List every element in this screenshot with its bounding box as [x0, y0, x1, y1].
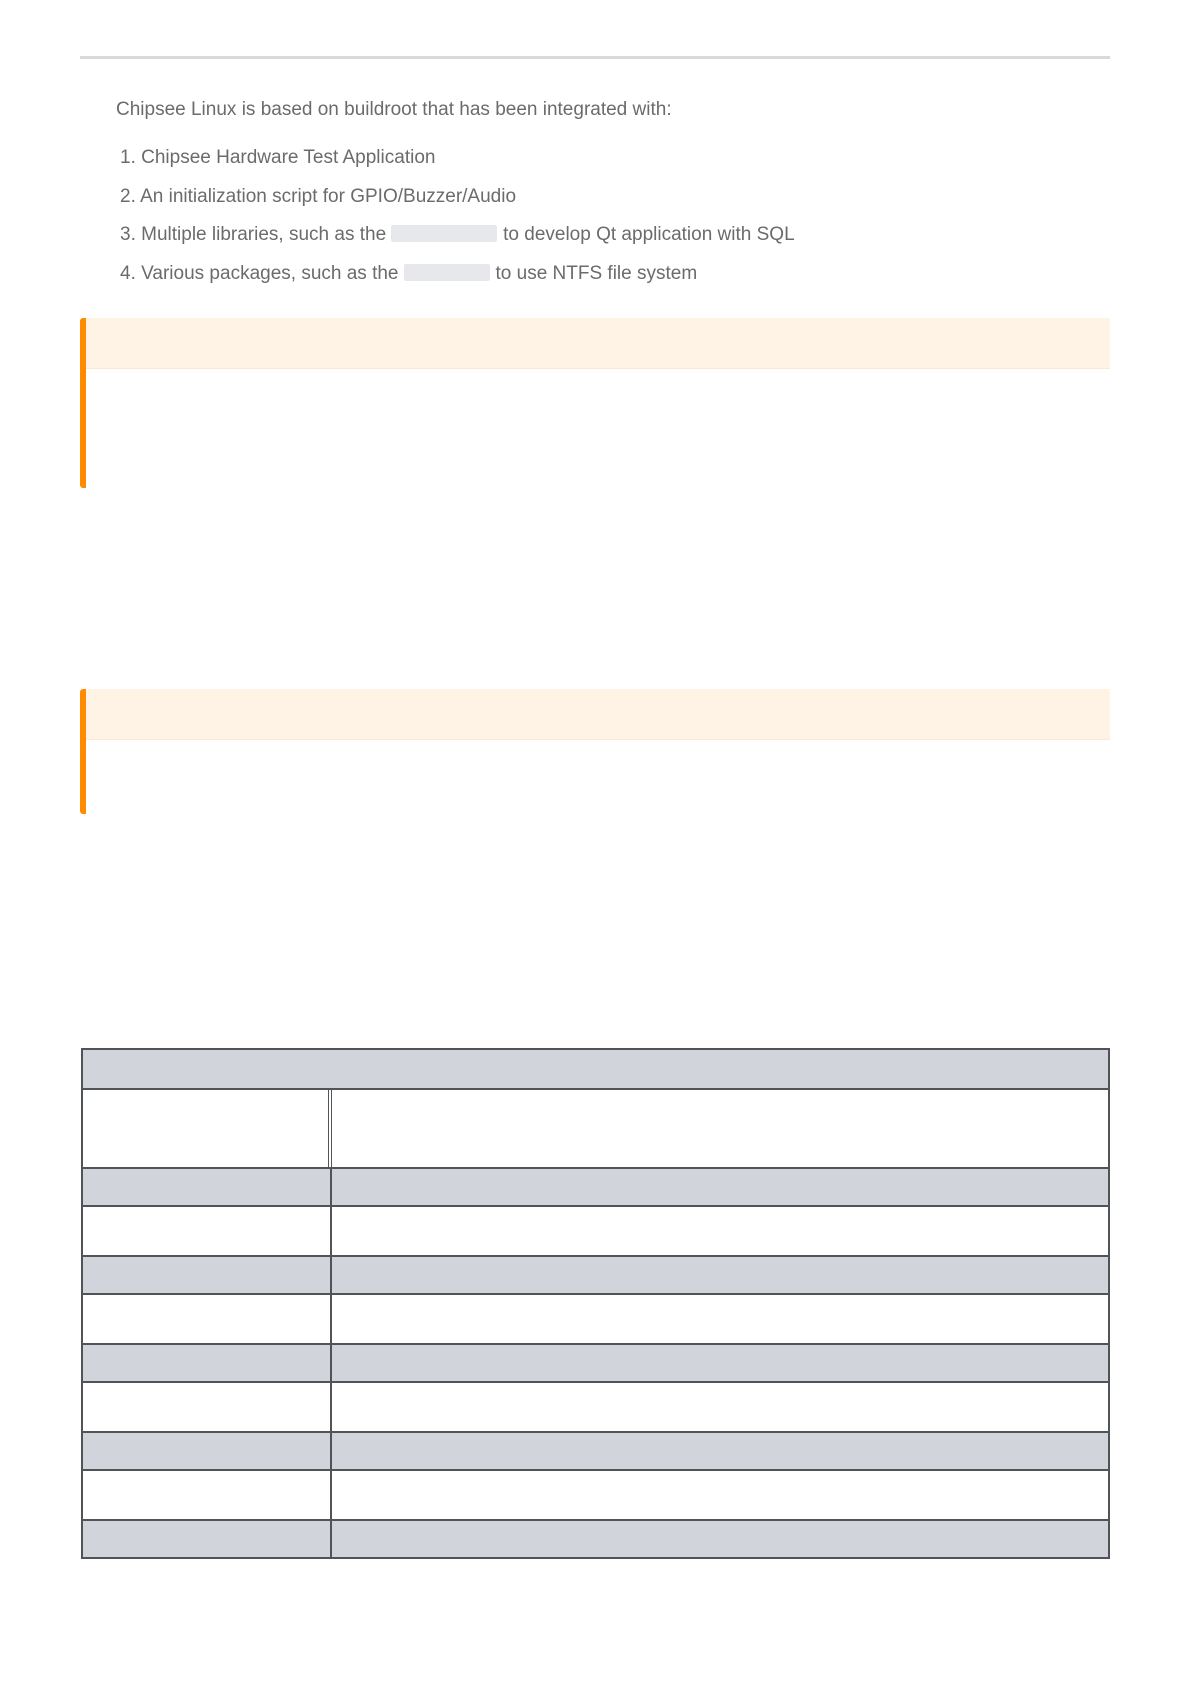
- table-cell-label: [83, 1345, 332, 1381]
- table-cell-value: [332, 1207, 1108, 1255]
- feature-number: 2.: [120, 185, 136, 207]
- spec-table: [81, 1048, 1110, 1559]
- feature-text-tail: to develop Qt application with SQL: [503, 224, 795, 245]
- table-cell-label: [83, 1433, 332, 1469]
- table-cell-value: [332, 1090, 1108, 1167]
- feature-text: Various packages, such as the: [141, 262, 399, 284]
- feature-text: An initialization script for GPIO/Buzzer/Audio: [140, 185, 517, 207]
- table-row: [83, 1519, 1108, 1557]
- table-row: [83, 1167, 1108, 1205]
- table-cell-value: [332, 1471, 1108, 1519]
- warning-callout-header: [86, 318, 1110, 369]
- table-cell-value: [332, 1169, 1108, 1205]
- inline-code-redacted: [391, 225, 497, 242]
- table-row: [83, 1381, 1108, 1431]
- feature-text: Multiple libraries, such as the: [141, 224, 387, 245]
- table-row: [83, 1431, 1108, 1469]
- table-cell-label: [83, 1521, 332, 1557]
- table-row: [83, 1088, 1108, 1167]
- feature-item-2: [120, 184, 795, 223]
- table-row: [83, 1293, 1108, 1343]
- table-row: [83, 1469, 1108, 1519]
- table-row: [83, 1255, 1108, 1293]
- table-header-row: [83, 1050, 1108, 1088]
- feature-number: 1.: [120, 147, 136, 168]
- warning-callout-header: [86, 689, 1110, 740]
- table-cell-value: [332, 1345, 1108, 1381]
- table-cell-label: [83, 1169, 332, 1205]
- table-cell-label: [83, 1090, 332, 1167]
- table-cell-value: [332, 1433, 1108, 1469]
- table-cell-value: [332, 1521, 1108, 1557]
- feature-list: [120, 145, 795, 299]
- inline-code-redacted: [404, 264, 490, 281]
- feature-item-4: [120, 261, 795, 300]
- feature-number: 3.: [120, 224, 136, 245]
- table-row: [83, 1205, 1108, 1255]
- feature-number: 4.: [120, 262, 136, 284]
- intro-paragraph: Chipsee Linux is based on buildroot that has been integrated with:: [116, 99, 672, 120]
- table-cell-label: [83, 1295, 332, 1343]
- table-cell-value: [332, 1383, 1108, 1431]
- feature-text-tail: to use NTFS file system: [495, 262, 698, 284]
- warning-callout: [80, 318, 1110, 488]
- table-cell-label: [83, 1207, 332, 1255]
- table-cell-value: [332, 1295, 1108, 1343]
- table-cell-value: [332, 1257, 1108, 1293]
- feature-text: Chipsee Hardware Test Application: [141, 147, 436, 168]
- table-cell-label: [83, 1257, 332, 1293]
- table-cell-label: [83, 1383, 332, 1431]
- top-divider: [80, 56, 1110, 59]
- feature-item-3: [120, 222, 795, 261]
- warning-callout: [80, 689, 1110, 814]
- table-row: [83, 1343, 1108, 1381]
- table-cell-label: [83, 1471, 332, 1519]
- feature-item-1: [120, 145, 795, 184]
